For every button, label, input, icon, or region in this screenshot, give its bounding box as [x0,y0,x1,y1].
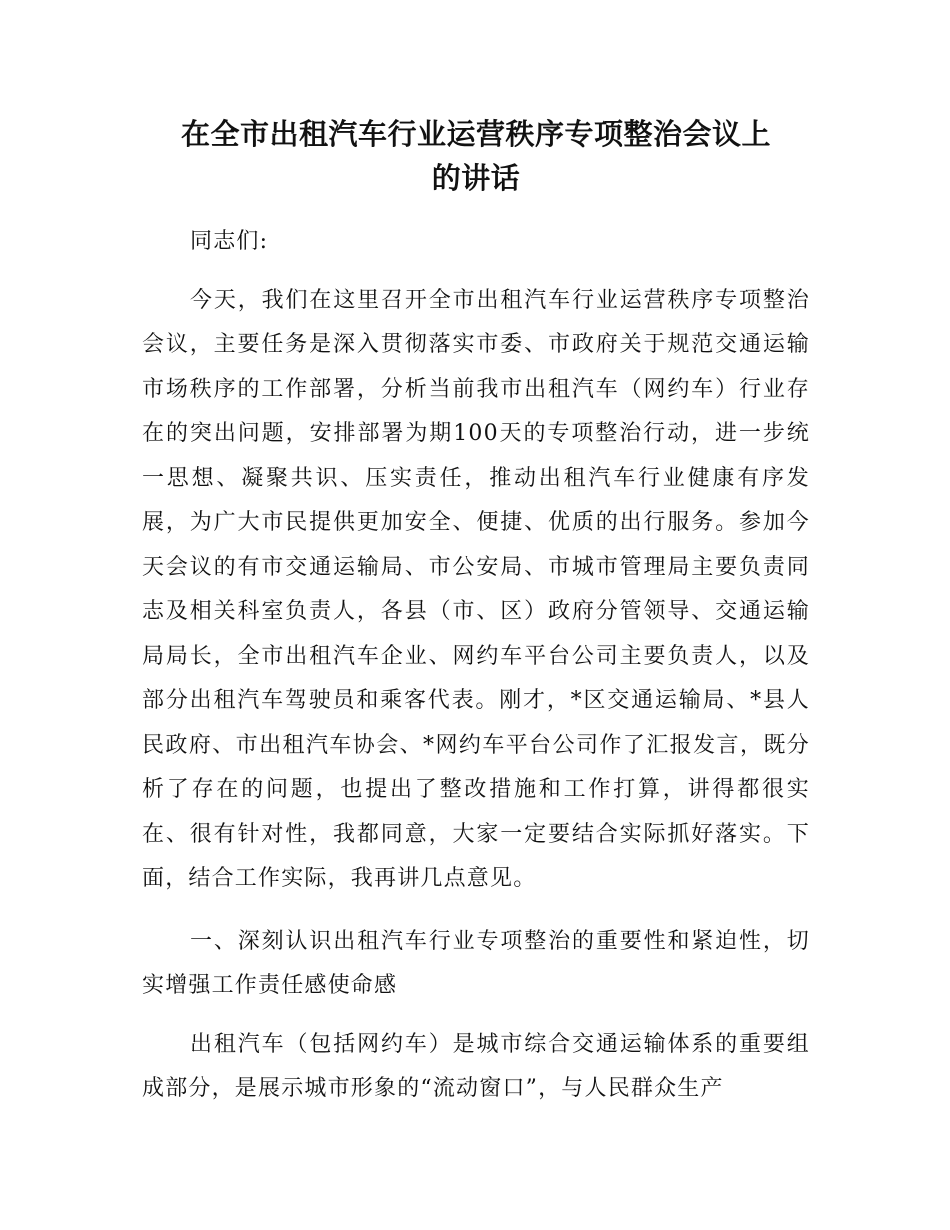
paragraph-section-1: 出租汽车（包括网约车）是城市综合交通运输体系的重要组成部分，是展示城市形象的“流动窗口”，与人民群众生产 [142,1031,810,1101]
document-title [142,112,810,200]
title-line-2: 的讲话 [431,161,521,195]
document-page [142,112,810,1112]
title-line-1: 在全市出租汽车行业运营秩序专项整治会议上 [180,117,771,151]
section-heading-1: 一、深刻认识出租汽车行业专项整治的重要性和紧迫性，切实增强工作责任感使命感 [142,928,810,998]
salutation: 同志们: [190,229,269,254]
paragraph-opening: 今天，我们在这里召开全市出租汽车行业运营秩序专项整治会议，主要任务是深入贯彻落实市委、市政府关于规范交通运输市场秩序的工作部署，分析当前我市出租汽车（网约车）行业存在的突出问题，安排部署为期100天的专项整治行动，进一步统一思想、凝聚共识、压实责任，推动出租汽车行业健康有序发展，为广大市民提供更加安全、便捷、优质的出行服务。参加今天会议的有市交通运输局、市公安局、市城市管理局主要负责同志及相关科室负责人，各县（市、区）政府分管领导、交通运输局局长，全市出租汽车企业、网约车平台公司主要负责人，以及部分出租汽车驾驶员和乘客代表。刚才，*区交通运输局、*县人民政府、市出租汽车协会、*网约车平台公司作了汇报发言，既分析了存在的问题，也提出了整改措施和工作打算，讲得都很实在、很有针对性，我都同意，大家一定要结合实际抓好落实。下面，结合工作实际，我再讲几点意见。 [142,287,810,891]
